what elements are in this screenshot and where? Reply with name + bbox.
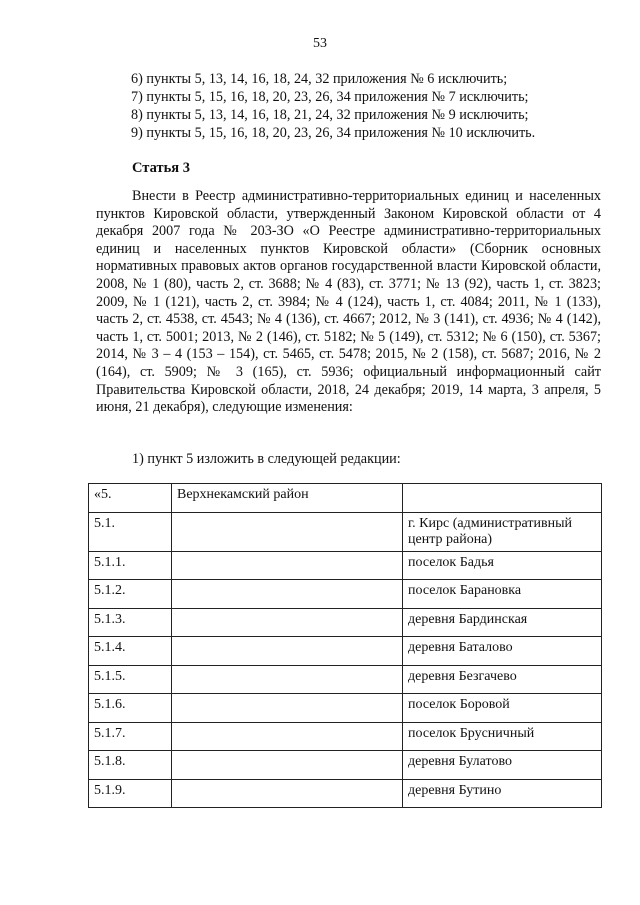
table-row (89, 580, 602, 609)
district-cell (172, 637, 403, 666)
row-number-cell: «5. (89, 484, 172, 513)
table-row (89, 551, 602, 580)
table-row (89, 694, 602, 723)
settlement-cell: поселок Бадья (403, 551, 602, 580)
district-cell (172, 722, 403, 751)
settlement-cell: поселок Боровой (403, 694, 602, 723)
district-cell (172, 779, 403, 808)
district-cell (172, 665, 403, 694)
sub-item: 1) пункт 5 изложить в следующей редакции: (132, 451, 401, 467)
amendment-list (131, 70, 535, 142)
table-row (89, 484, 602, 513)
table-row (89, 637, 602, 666)
settlement-cell: деревня Булатово (403, 751, 602, 780)
amendment-item: 6) пункты 5, 13, 14, 16, 18, 24, 32 приложения № 6 исключить; (131, 71, 508, 87)
amendment-item: 8) пункты 5, 13, 14, 16, 18, 21, 24, 32 приложения № 9 исключить; (131, 107, 529, 123)
settlement-cell: деревня Безгачево (403, 665, 602, 694)
row-number-cell: 5.1.7. (89, 722, 172, 751)
registry-table (88, 483, 602, 808)
table-row (89, 665, 602, 694)
row-number-cell: 5.1.2. (89, 580, 172, 609)
district-cell (172, 751, 403, 780)
settlement-cell: деревня Бардинская (403, 608, 602, 637)
settlement-cell: поселок Брусничный (403, 722, 602, 751)
page-number: 53 (313, 36, 327, 51)
table-row (89, 779, 602, 808)
row-number-cell: 5.1.9. (89, 779, 172, 808)
district-cell (172, 694, 403, 723)
district-cell (172, 551, 403, 580)
row-number-cell: 5.1.3. (89, 608, 172, 637)
row-number-cell: 5.1.4. (89, 637, 172, 666)
district-cell (172, 580, 403, 609)
amendment-item: 9) пункты 5, 15, 16, 18, 20, 23, 26, 34 приложения № 10 исключить. (131, 125, 536, 141)
district-cell (172, 512, 403, 551)
settlement-cell: деревня Баталово (403, 637, 602, 666)
article-title: Статья 3 (132, 160, 190, 176)
district-cell: Верхнекамский район (172, 484, 403, 513)
article-paragraph: Внести в Реестр административно-территориальных единиц и населенных пунктов Кировской области, утвержденный Законом Кировской области от 4 декабря 2007 года № 203-ЗО «О Реестре административно-территориальных единиц и населенных пунктов Кировской области» (Сборник основных нормативных правовых актов органов государственной власти Кировской области, 2008, № 1 (80), часть 2, ст. 3688; № 4 (83), ст. 3771; № 13 (92), часть 1, ст. 3823; 2009, № 1 (121), часть 2, ст. 3984; № 4 (124), часть 1, ст. 4084; 2011, № 1 (133), часть 2, ст. 4538, ст. 4543; № 4 (136), ст. 4667; 2012, № 3 (141), ст. 4936; № 4 (142), часть 1, ст. 5001; 2013, № 2 (146), ст. 5182; № 5 (149), ст. 5312; № 6 (150), ст. 5367; 2014, № 3 – 4 (153 – 154), ст. 5465, ст. 5478; 2015, № 2 (158), ст. 5687; 2016, № 2 (164), ст. 5909; № 3 (165), ст. 5936; официальный информационный сайт Правительства Кировской области, 2018, 24 декабря; 2019, 14 марта, 3 апреля, 5 июня, 21 декабря), следующие изменения: (96, 188, 601, 416)
table-row (89, 608, 602, 637)
row-number-cell: 5.1.8. (89, 751, 172, 780)
settlement-cell: г. Кирс (административный центр района) (403, 512, 602, 551)
row-number-cell: 5.1.6. (89, 694, 172, 723)
row-number-cell: 5.1.5. (89, 665, 172, 694)
amendment-item: 7) пункты 5, 15, 16, 18, 20, 23, 26, 34 приложения № 7 исключить; (131, 89, 529, 105)
table-row (89, 722, 602, 751)
settlement-cell: деревня Бутино (403, 779, 602, 808)
row-number-cell: 5.1.1. (89, 551, 172, 580)
row-number-cell: 5.1. (89, 512, 172, 551)
settlement-cell (403, 484, 602, 513)
settlement-cell: поселок Барановка (403, 580, 602, 609)
table-row (89, 512, 602, 551)
district-cell (172, 608, 403, 637)
table-row (89, 751, 602, 780)
